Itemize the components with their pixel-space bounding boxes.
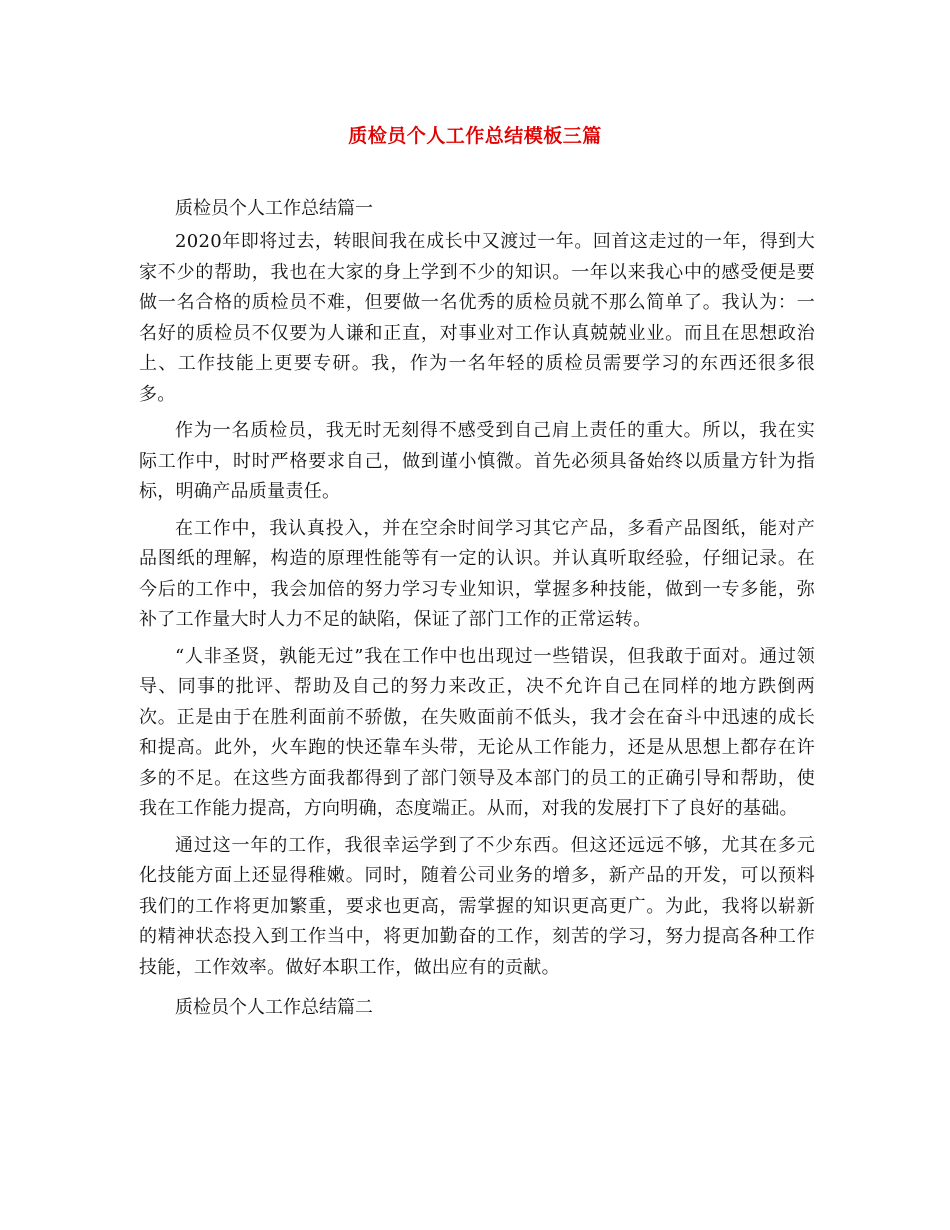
paragraph-1: 2020年即将过去，转眼间我在成长中又渡过一年。回首这走过的一年，得到大家不少的帮助，我也在大家的身上学到不少的知识。一年以来我心中的感受便是要做一名合格的质检员不难，但要做一名优秀的质检员就不那么简单了。我认为：一名好的质检员不仅要为人谦和正直，对事业对工作认真兢兢业业。而且在思想政治上、工作技能上更要专研。我，作为一名年轻的质检员需要学习的东西还很多很多。 bbox=[139, 231, 815, 405]
document-title: 质检员个人工作总结模板三篇 bbox=[348, 125, 602, 147]
paragraph-2: 作为一名质检员，我无时无刻得不感受到自己肩上责任的重大。所以，我在实际工作中，时时严格要求自己，做到谨小慎微。首先必须具备始终以质量方针为指标，明确产品质量责任。 bbox=[139, 420, 815, 502]
paragraph-3: 在工作中，我认真投入，并在空余时间学习其它产品，多看产品图纸，能对产品图纸的理解，构造的原理性能等有一定的认识。并认真听取经验，仔细记录。在今后的工作中，我会加倍的努力学习专业知识，掌握多种技能，做到一专多能，弥补了工作量大时人力不足的缺陷，保证了部门工作的正常运转。 bbox=[139, 517, 815, 630]
paragraph-5: 通过这一年的工作，我很幸运学到了不少东西。但这还远远不够，尤其在多元化技能方面上还显得稚嫩。同时，随着公司业务的增多，新产品的开发，可以预料我们的工作将更加繁重，要求也更高，需掌握的知识更高更广。为此，我将以崭新的精神状态投入到工作当中，将更加勤奋的工作，刻苦的学习，努力提高各种工作技能，工作效率。做好本职工作，做出应有的贡献。 bbox=[139, 834, 815, 978]
section-heading-2: 质检员个人工作总结篇二 bbox=[175, 997, 373, 1018]
section-heading-1: 质检员个人工作总结篇一 bbox=[175, 198, 373, 219]
document-body bbox=[139, 190, 815, 1026]
paragraph-4: “人非圣贤，孰能无过”我在工作中也出现过一些错误，但我敢于面对。通过领导、同事的批评、帮助及自己的努力来改正，决不允许自己在同样的地方跌倒两次。正是由于在胜利面前不骄傲，在失败面前不低头，我才会在奋斗中迅速的成长和提高。此外，火车跑的快还靠车头带，无论从工作能力，还是从思想上都存在许多的不足。在这些方面我都得到了部门领导及本部门的员工的正确引导和帮助，使我在工作能力提高，方向明确，态度端正。从而，对我的发展打下了良好的基础。 bbox=[139, 645, 815, 819]
